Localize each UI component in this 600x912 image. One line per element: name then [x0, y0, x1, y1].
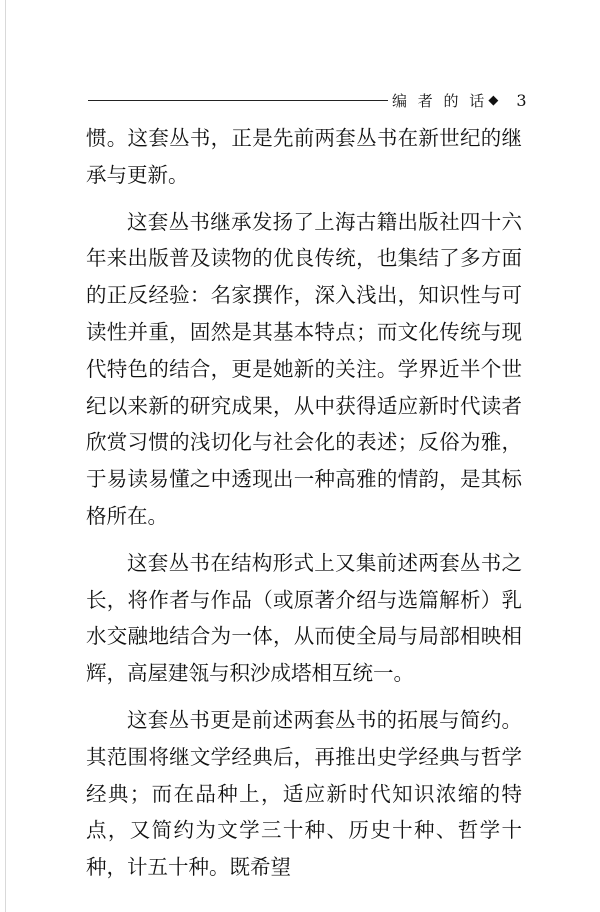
paragraph-continued: 惯。这套丛书，正是先前两套丛书在新世纪的继承与更新。 — [86, 126, 522, 187]
diamond-ornament-icon: ◆ — [488, 92, 499, 108]
paragraph: 这套丛书继承发扬了上海古籍出版社四十六年来出版普及读物的优良传统，也集结了多方面的正反经验：名家撰作，深入浅出，知识性与可读性并重，固然是其基本特点；而文化传统与现代特色的结合，更是她新的关注。学界近半个世纪以来新的研究成果，从中获得适应新时代读者欣赏习惯的浅切化与社会化的表述；反俗为雅，于易读易懂之中透现出一种高雅的情韵，是其标格所在。 — [86, 209, 522, 528]
paragraph: 这套丛书在结构形式上又集前述两套丛书之长，将作者与作品（或原著介绍与选篇解析）乳水交融地结合为一体，从而使全局与局部相映相辉，高屋建瓴与积沙成塔相互统一。 — [86, 550, 522, 686]
paragraph-gap — [86, 692, 522, 702]
paragraph-gap — [86, 194, 522, 204]
running-title: 编 者 的 话 — [392, 91, 488, 110]
body-text — [86, 120, 522, 886]
page-edge-line — [5, 0, 6, 912]
paragraph: 这套丛书更是前述两套丛书的拓展与简约。其范围将继文学经典后，再推出史学经典与哲学经典；而在品种上，适应新时代知识浓缩的特点，又简约为文学三十种、历史十种、哲学十种，计五十种。既希望 — [86, 707, 522, 880]
paragraph-gap — [86, 535, 522, 545]
running-head — [392, 88, 527, 112]
page-number: 3 — [516, 90, 527, 110]
header-rule — [88, 100, 388, 101]
